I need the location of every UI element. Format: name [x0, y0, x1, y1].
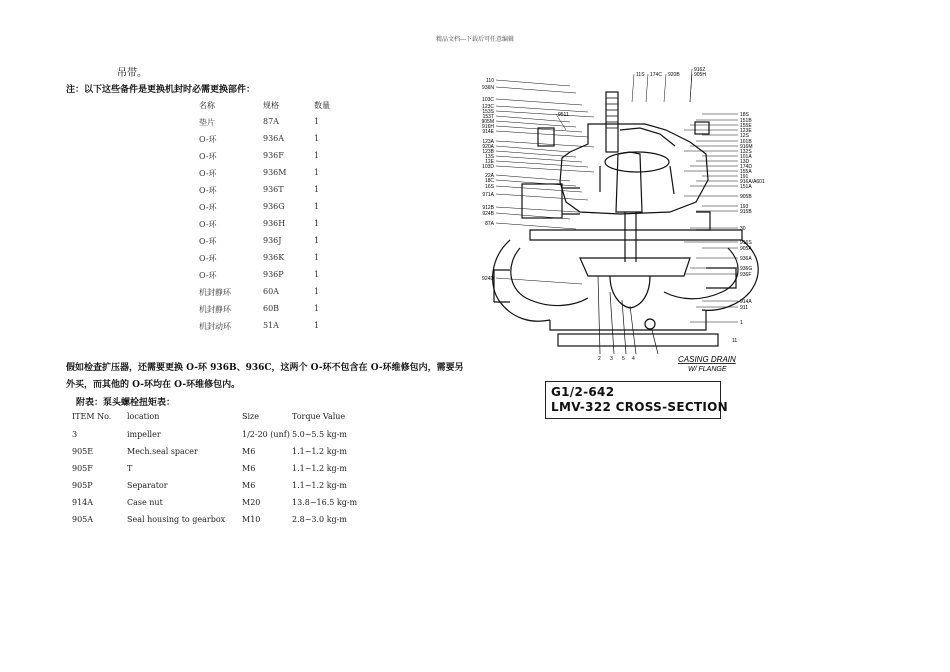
part-label: 174C [650, 72, 662, 78]
part-qty: 1 [314, 117, 320, 126]
part-label: 11S [636, 72, 645, 78]
parts-table-row [199, 168, 399, 180]
part-label: 5 [622, 356, 625, 362]
part-label: 1 [740, 320, 743, 326]
part-qty: 1 [314, 202, 320, 211]
part-spec: 936T [263, 185, 284, 194]
torque-size: M20 [242, 498, 261, 507]
part-label: 13D [740, 159, 750, 165]
torque-table-row [72, 464, 402, 476]
part-name: 机封静环 [199, 288, 231, 297]
leader-line [496, 175, 570, 181]
leader-line [646, 74, 648, 102]
leader-line [496, 99, 582, 105]
part-label: 123E [740, 128, 752, 134]
torque-header-item: ITEM No. [72, 412, 112, 421]
part-name: O-环 [199, 203, 217, 212]
leader-line [496, 80, 570, 86]
parts-table-row [199, 304, 399, 316]
part-label: 916Z [694, 67, 706, 73]
part-spec: 936P [263, 270, 284, 279]
part-label: 174D [740, 164, 752, 170]
torque-item: 905A [72, 515, 94, 524]
part-label: 914A [740, 299, 752, 305]
torque-value: 2.8~3.0 kg-m [292, 515, 347, 524]
part-label: 920A [482, 144, 494, 150]
torque-heading: 附表：泵头螺栓扭矩表： [76, 398, 176, 408]
part-label: 18C [484, 178, 494, 184]
parts-table-row [199, 185, 399, 197]
part-qty: 1 [314, 151, 320, 160]
part-label: 101B [740, 139, 752, 145]
part-label: 151B [740, 118, 752, 124]
part-qty: 1 [314, 270, 320, 279]
torque-location: Seal housing to gearbox [127, 515, 226, 524]
torque-header-value: Torque Value [292, 412, 346, 421]
part-qty: 1 [314, 304, 320, 313]
drain-label-2: W/ FLANGE [688, 366, 727, 373]
part-label: 9511 [558, 112, 569, 118]
part-label: 936F [740, 272, 752, 278]
part-label: 12E [485, 159, 494, 165]
part-name: O-环 [199, 271, 217, 280]
part-label: 915B [740, 209, 752, 215]
part-label: 3 [610, 356, 613, 362]
torque-size: 1/2-20 (unf) [242, 430, 290, 439]
part-label: 914E [482, 129, 494, 135]
part-spec: 60A [263, 287, 279, 296]
part-label: 971A [482, 192, 494, 198]
part-label: 16S [485, 184, 494, 190]
part-label: 18S [740, 112, 749, 118]
drawing-linework [493, 92, 759, 354]
part-qty: 1 [314, 185, 320, 194]
leader-line [496, 194, 588, 200]
part-label: 101A [740, 154, 752, 160]
diffuser-note-line1: 假如检查扩压器，还需要更换 O-环 936B、936C，这两个 O-环不包含在 O-环维修包内，需要另 [66, 363, 464, 373]
torque-value: 1.1~1.2 kg-m [292, 447, 347, 456]
parts-table-row [199, 219, 399, 231]
leader-line [496, 106, 588, 112]
part-qty: 1 [314, 134, 320, 143]
leader-line [496, 146, 570, 152]
part-qty: 1 [314, 287, 320, 296]
part-label: 916A/A601 [740, 179, 765, 185]
leader-line [496, 180, 576, 186]
part-qty: 1 [314, 236, 320, 245]
torque-value: 1.1~1.2 kg-m [292, 464, 347, 473]
part-label: 191 [740, 174, 749, 180]
part-name: O-环 [199, 237, 217, 246]
drawing-caption-line2: LMV-322 CROSS-SECTION [551, 400, 729, 414]
torque-location: Separator [127, 481, 168, 490]
torque-size: M6 [242, 447, 256, 456]
note-heading: 注：以下这些备件是更换机封时必需更换部件： [66, 85, 256, 95]
part-label: 920B [668, 72, 680, 78]
part-label: 132S [740, 149, 752, 155]
part-qty: 1 [314, 219, 320, 228]
parts-table-row [199, 236, 399, 248]
part-label: 912B [482, 205, 494, 211]
part-qty: 1 [314, 253, 320, 262]
part-label: 936N [482, 85, 494, 91]
torque-table-row [72, 498, 402, 510]
part-label: 924D [482, 276, 494, 282]
parts-table-row [199, 253, 399, 265]
torque-item: 905F [72, 464, 93, 473]
parts-table-header [199, 100, 399, 112]
part-label: 123A [482, 139, 494, 145]
part-name: 机封静环 [199, 305, 231, 314]
part-name: O-环 [199, 152, 217, 161]
leader-line [632, 74, 634, 102]
torque-item: 3 [72, 430, 78, 439]
part-label: 911 [740, 305, 748, 311]
part-label: 2 [598, 356, 601, 362]
torque-table-row [72, 515, 402, 527]
part-label: 4 [632, 356, 635, 362]
leader-line [496, 156, 582, 162]
part-label: 30 [740, 226, 746, 232]
parts-table-row [199, 117, 399, 129]
leader-line [496, 223, 576, 229]
leader-line [496, 131, 588, 137]
torque-location: Case nut [127, 498, 163, 507]
torque-value: 5.0~5.5 kg-m [292, 430, 347, 439]
drain-label-1: CASING DRAIN [678, 355, 736, 364]
part-label: 11 [732, 338, 738, 344]
part-name: O-环 [199, 254, 217, 263]
parts-table-row [199, 134, 399, 146]
part-label: 916M [740, 144, 753, 150]
part-qty: 1 [314, 321, 320, 330]
parts-table-row [199, 151, 399, 163]
part-spec: 936K [263, 253, 285, 262]
part-name: 垫片 [199, 118, 215, 127]
torque-table-row [72, 481, 402, 493]
part-spec: 87A [263, 117, 279, 126]
part-name: O-环 [199, 186, 217, 195]
part-label: 103C [482, 97, 494, 103]
part-name: O-环 [199, 135, 217, 144]
torque-item: 905P [72, 481, 93, 490]
torque-location: impeller [127, 430, 161, 439]
leader-line [496, 186, 582, 192]
leader-line [496, 151, 576, 157]
part-spec: 936F [263, 151, 284, 160]
leader-line [496, 121, 576, 127]
torque-item: 914A [72, 498, 94, 507]
part-spec: 936H [263, 219, 286, 228]
part-label: 905M [481, 119, 494, 125]
torque-location: T [127, 464, 133, 473]
part-label: 916S [740, 240, 752, 246]
torque-table-row [72, 430, 402, 442]
part-spec: 936M [263, 168, 287, 177]
part-label: 123C [482, 104, 494, 110]
part-label: 155E [740, 123, 752, 129]
part-label: 103D [482, 164, 494, 170]
leader-line [496, 87, 576, 93]
part-label: 153S [482, 109, 494, 115]
pump-cross-section-drawing [470, 62, 800, 380]
header-note: 精品文档---下载后可任意编辑 [435, 36, 515, 43]
part-label: 13S [485, 154, 494, 160]
leader-line [664, 74, 666, 102]
part-spec: 936A [263, 134, 285, 143]
part-name: O-环 [199, 220, 217, 229]
part-name: 机封动环 [199, 322, 231, 331]
leader-line [496, 207, 594, 213]
part-label: 905H [694, 72, 706, 78]
torque-value: 13.8~16.5 kg-m [292, 498, 358, 507]
part-label: 151A [740, 184, 752, 190]
intro-fragment: 吊带。 [117, 68, 147, 79]
part-label: 905B [740, 194, 752, 200]
part-qty: 1 [314, 168, 320, 177]
parts-table-row [199, 321, 399, 333]
part-label: 12S [740, 133, 749, 139]
part-name: O-环 [199, 169, 217, 178]
part-label: 905A [740, 246, 752, 252]
part-label: 155A [740, 169, 752, 175]
part-label: 22A [485, 173, 494, 179]
part-label: 193 [740, 204, 749, 210]
leader-line [496, 126, 582, 132]
torque-value: 1.1~1.2 kg-m [292, 481, 347, 490]
leader-line [496, 111, 594, 117]
torque-location: Mech.seal spacer [127, 447, 198, 456]
part-spec: 936G [263, 202, 285, 211]
leader-line [496, 166, 594, 172]
leader-line [690, 74, 692, 102]
drawing-caption-line1: G1/2-642 [551, 385, 615, 399]
parts-table-row [199, 202, 399, 214]
parts-table-row [199, 270, 399, 282]
torque-table-header [72, 412, 402, 424]
part-label: 87A [485, 221, 494, 227]
torque-size: M6 [242, 481, 256, 490]
part-spec: 60B [263, 304, 280, 313]
torque-table-row [72, 447, 402, 459]
torque-size: M10 [242, 515, 261, 524]
torque-size: M6 [242, 464, 256, 473]
parts-table-row [199, 287, 399, 299]
torque-header-location: location [127, 412, 160, 421]
parts-header-qty: 数量 [314, 101, 330, 110]
part-label: 924B [482, 211, 494, 217]
leader-line [496, 278, 582, 284]
torque-header-size: Size [242, 412, 259, 421]
diffuser-note-line2: 外买，而其他的 O-环均在 O-环维修包内。 [66, 380, 241, 390]
part-label: 916H [482, 124, 494, 130]
torque-item: 905E [72, 447, 94, 456]
part-spec: 936J [263, 236, 282, 245]
part-label: 936G [740, 266, 753, 272]
part-label: 123B [482, 149, 494, 155]
part-spec: 51A [263, 321, 279, 330]
part-label: 936A [740, 256, 752, 262]
leader-line [496, 161, 588, 167]
part-label: 153T [482, 114, 494, 120]
parts-header-name: 名称 [199, 101, 215, 110]
parts-header-spec: 规格 [263, 101, 279, 110]
part-label: 110 [486, 78, 494, 84]
